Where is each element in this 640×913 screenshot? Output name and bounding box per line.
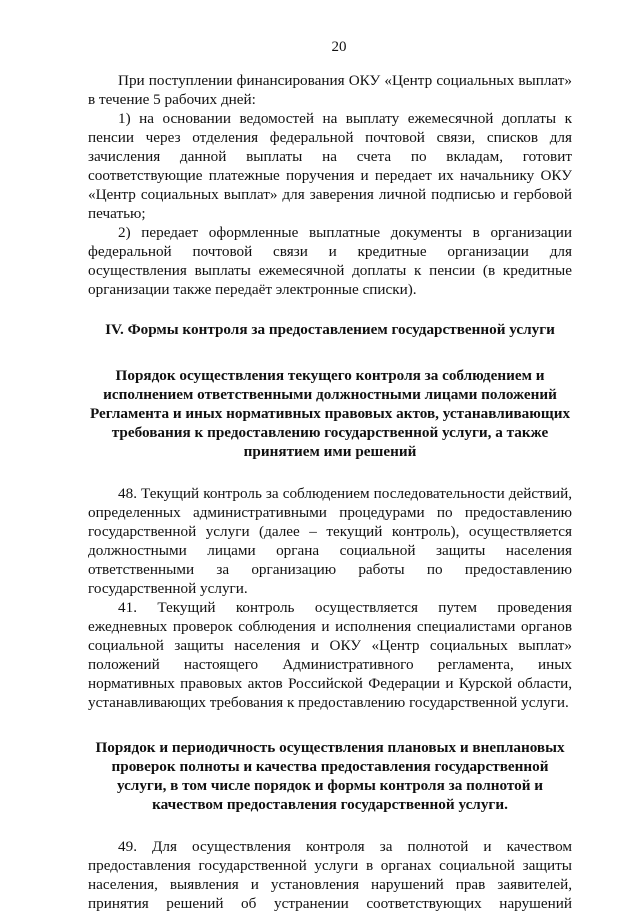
paragraph-41: 41. Текущий контроль осуществляется путем проведения ежедневных проверок соблюдения и исполнения специалистами органов социальной защиты населения и ОКУ «Центр социальных выплат» положений настоящего Административного регламента, иных нормативных правовых актов Российской Федерации и Курской области, устанавливающих требования к предоставлению государственной услуги. [88, 599, 572, 711]
list-item-1: 1) на основании ведомостей на выплату ежемесячной доплаты к пенсии через отделения федеральной почтовой связи, списков для зачисления данной выплаты на счета по вкладам, готовит соответствующие платежные поручения и передает их начальнику ОКУ «Центр социальных выплат» для заверения личной подписью и гербовой печатью; [88, 110, 572, 222]
intro-paragraph: При поступлении финансирования ОКУ «Центр социальных выплат» в течение 5 рабочих дней: [88, 72, 572, 108]
page-number: 20 [331, 39, 347, 55]
list-item-2: 2) передает оформленные выплатные документы в организации федеральной почтовой связи и кредитные организации для осуществления выплаты ежемесячной доплаты к пенсии (в кредитные организации также передаёт электронные списки). [88, 224, 572, 298]
subsection-heading-inspections: Порядок и периодичность осуществления плановых и внеплановых проверок полноты и качества предоставления государственной услуги, в том числе порядок и формы контроля за полнотой и качеством предоставления государственной услуги. [95, 739, 565, 813]
subsection-heading-current-control: Порядок осуществления текущего контроля за соблюдением и исполнением ответственными должностными лицами положений Регламента и иных нормативных правовых актов, устанавливающих требования к предоставлению государственной услуги, а также принятием ими решений [89, 367, 571, 460]
section-heading: IV. Формы контроля за предоставлением государственной услуги [105, 321, 555, 338]
paragraph-48: 48. Текущий контроль за соблюдением последовательности действий, определенных административными процедурами по предоставлению государственной услуги (далее – текущий контроль), осуществляется должностными лицами органа социальной защиты населения ответственными за организацию работы по предоставлению государственной услуги. [88, 485, 572, 597]
paragraph-49: 49. Для осуществления контроля за полнотой и качеством предоставления государственной услуги в органах социальной защиты населения, выявления и установления нарушений прав заявителей, принятия решений об устранении соответствующих нарушений [88, 838, 572, 912]
